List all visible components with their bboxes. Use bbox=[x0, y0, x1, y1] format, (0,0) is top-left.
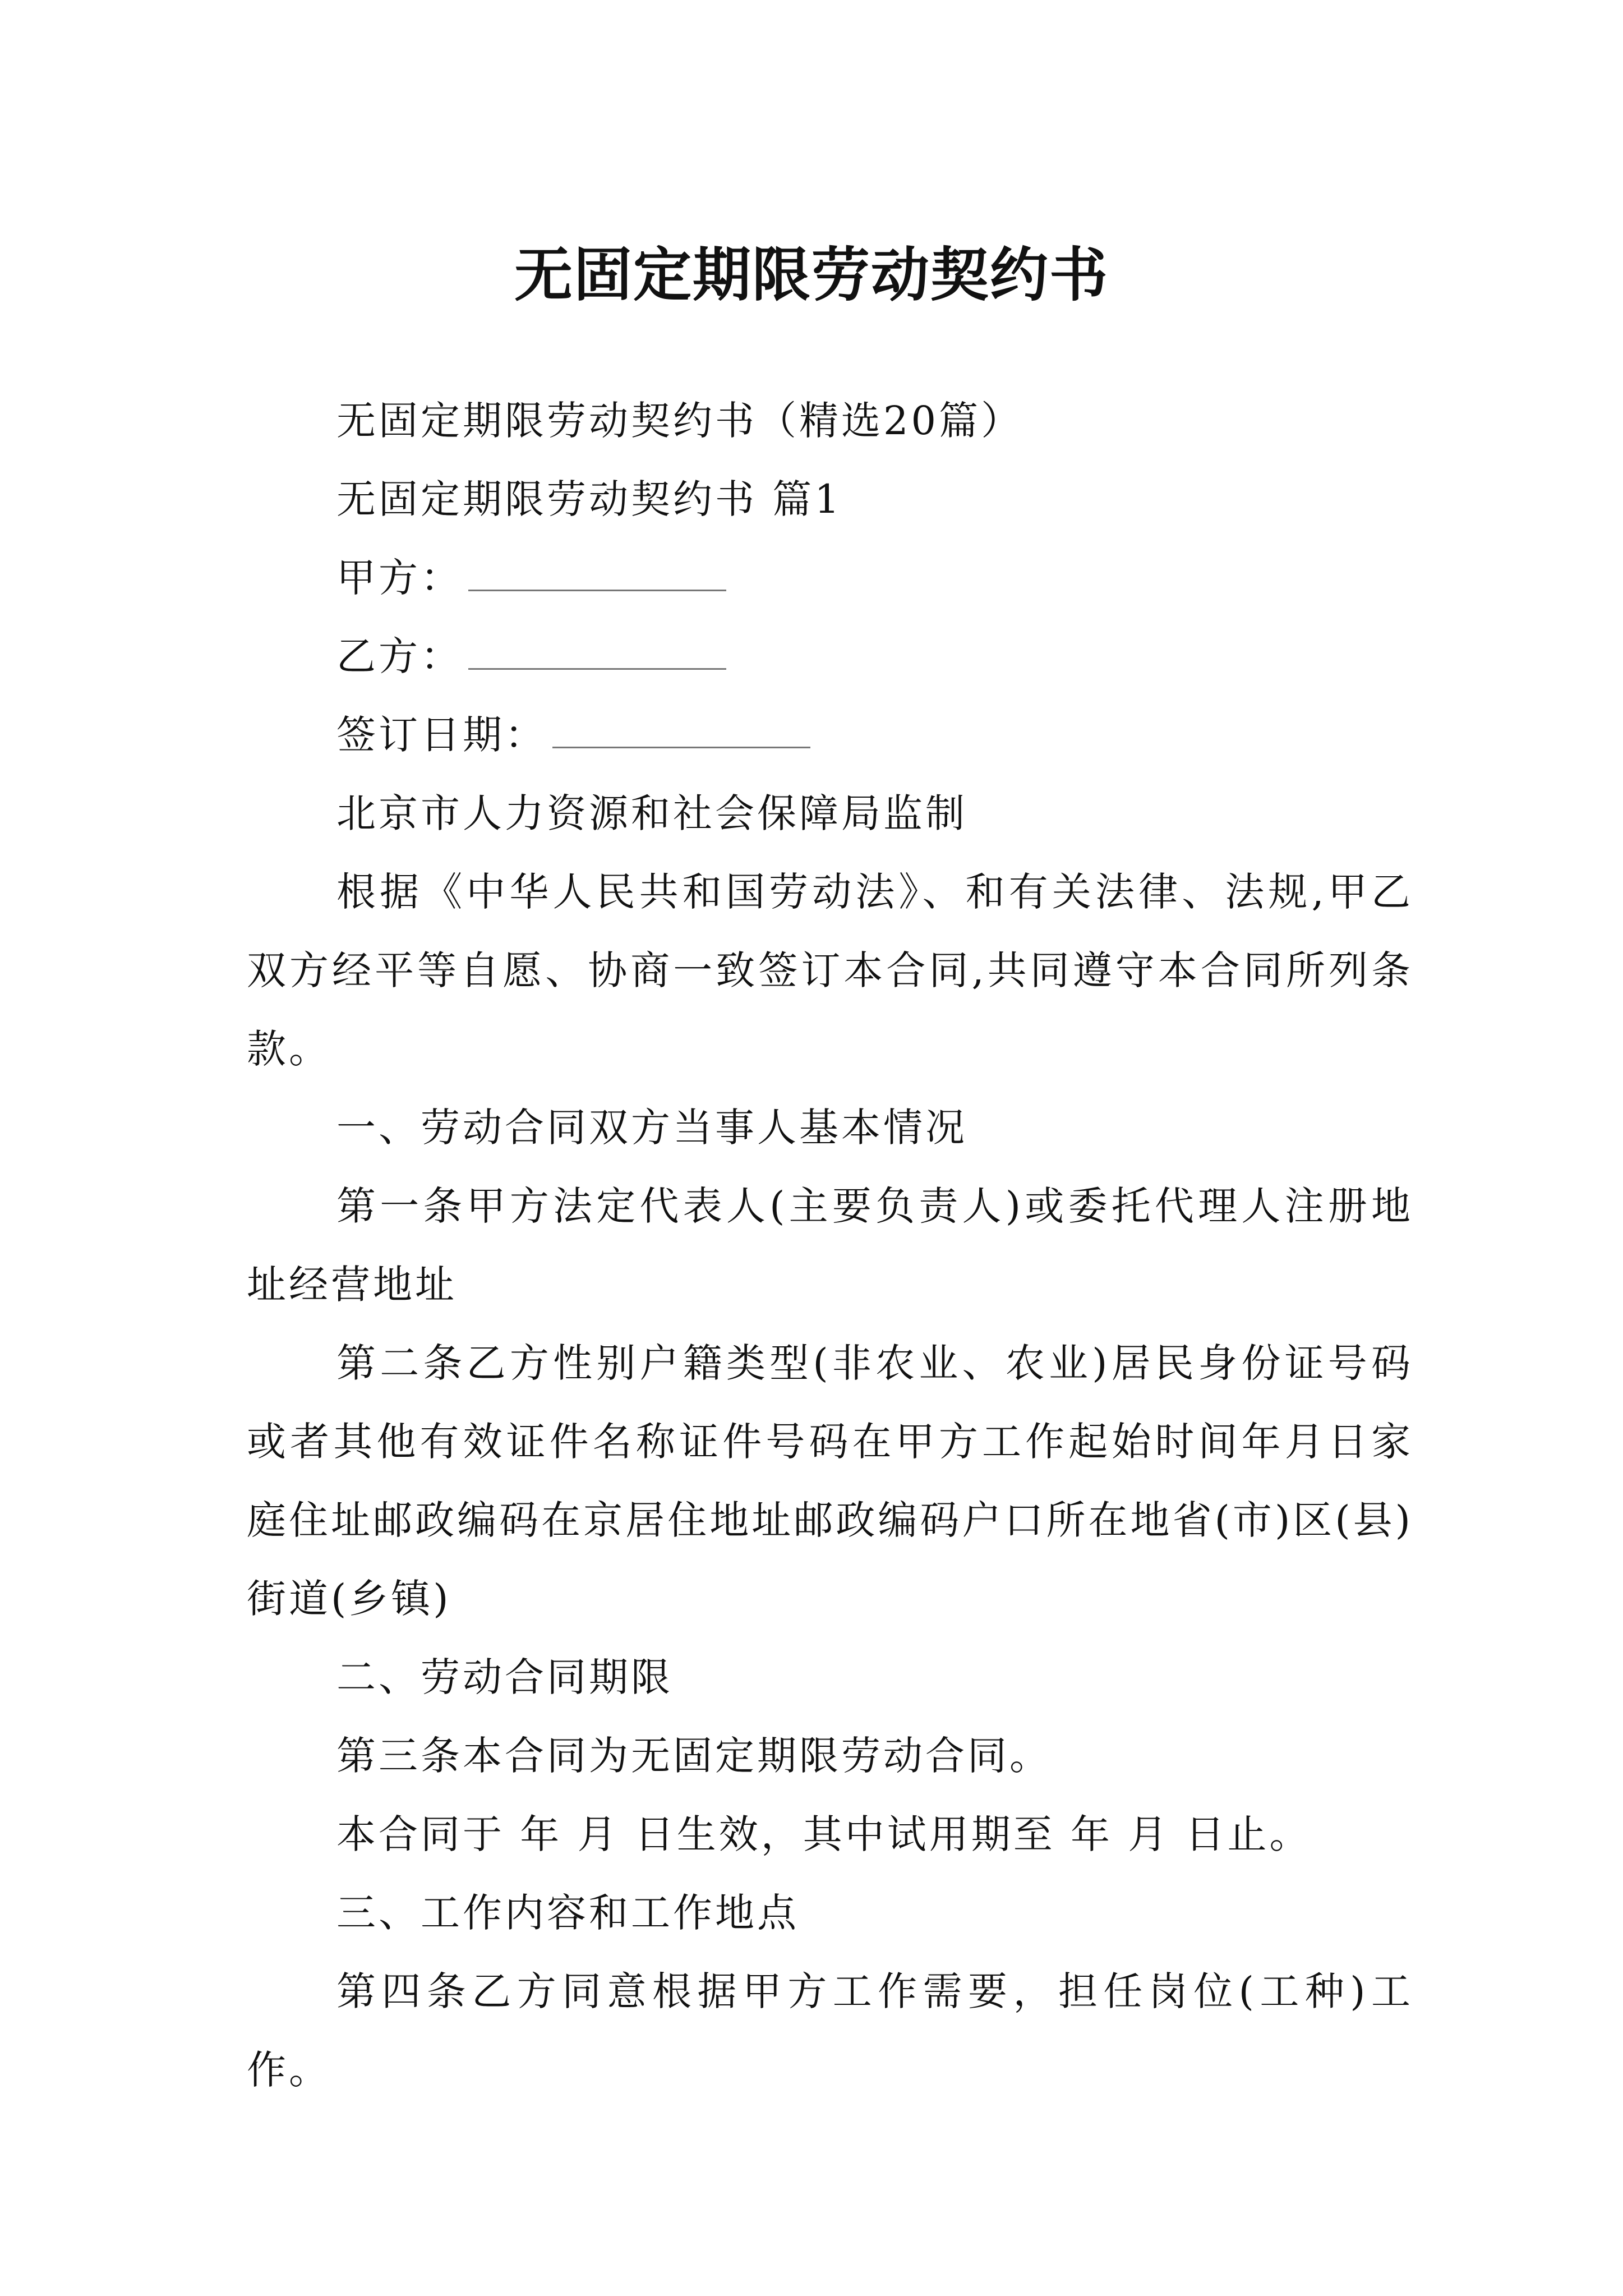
party-b-line bbox=[247, 617, 1413, 696]
party-a-line bbox=[247, 539, 1413, 617]
party-b-label: 乙方： bbox=[336, 633, 463, 679]
section-1-heading: 一、劳动合同双方当事人基本情况 bbox=[336, 1105, 967, 1151]
effective-date-line: 本合同于 年 月 日生效，其中试用期至 年 月 日止。 bbox=[336, 1811, 1312, 1857]
article-4-paragraph: 第四条乙方同意根据甲方工作需要，担任岗位(工种)工作。 bbox=[247, 1968, 1413, 2093]
preamble-paragraph: 根据《中华人民共和国劳动法》、和有关法律、法规,甲乙双方经平等自愿、协商一致签订本合同,共同遵守本合同所列条款。 bbox=[247, 869, 1413, 1072]
sign-date-blank bbox=[552, 707, 810, 748]
part-heading: 无固定期限劳动契约书 篇1 bbox=[336, 476, 842, 522]
article-1-paragraph: 第一条甲方法定代表人(主要负责人)或委托代理人注册地址经营地址 bbox=[247, 1183, 1413, 1308]
sign-date-label: 签订日期： bbox=[336, 712, 547, 758]
document-title: 无固定期限劳动契约书 bbox=[514, 240, 1109, 309]
sign-date-line bbox=[247, 696, 1413, 774]
subtitle-line: 无固定期限劳动契约书（精选20篇） bbox=[336, 398, 1023, 444]
party-a-label: 甲方： bbox=[336, 555, 463, 601]
section-3-heading: 三、工作内容和工作地点 bbox=[336, 1890, 799, 1936]
document-body bbox=[247, 381, 1413, 2109]
article-2-paragraph: 第二条乙方性别户籍类型(非农业、农业)居民身份证号码或者其他有效证件名称证件号码在甲方工作起始时间年月日家庭住址邮政编码在京居住地址邮政编码户口所在地省(市)区(县)街道(乡镇) bbox=[247, 1340, 1413, 1622]
party-b-blank bbox=[468, 629, 726, 670]
supervisor-line: 北京市人力资源和社会保障局监制 bbox=[336, 790, 967, 836]
party-a-blank bbox=[468, 550, 726, 591]
section-2-heading: 二、劳动合同期限 bbox=[336, 1654, 673, 1700]
article-3-paragraph: 第三条本合同为无固定期限劳动合同。 bbox=[336, 1733, 1052, 1779]
